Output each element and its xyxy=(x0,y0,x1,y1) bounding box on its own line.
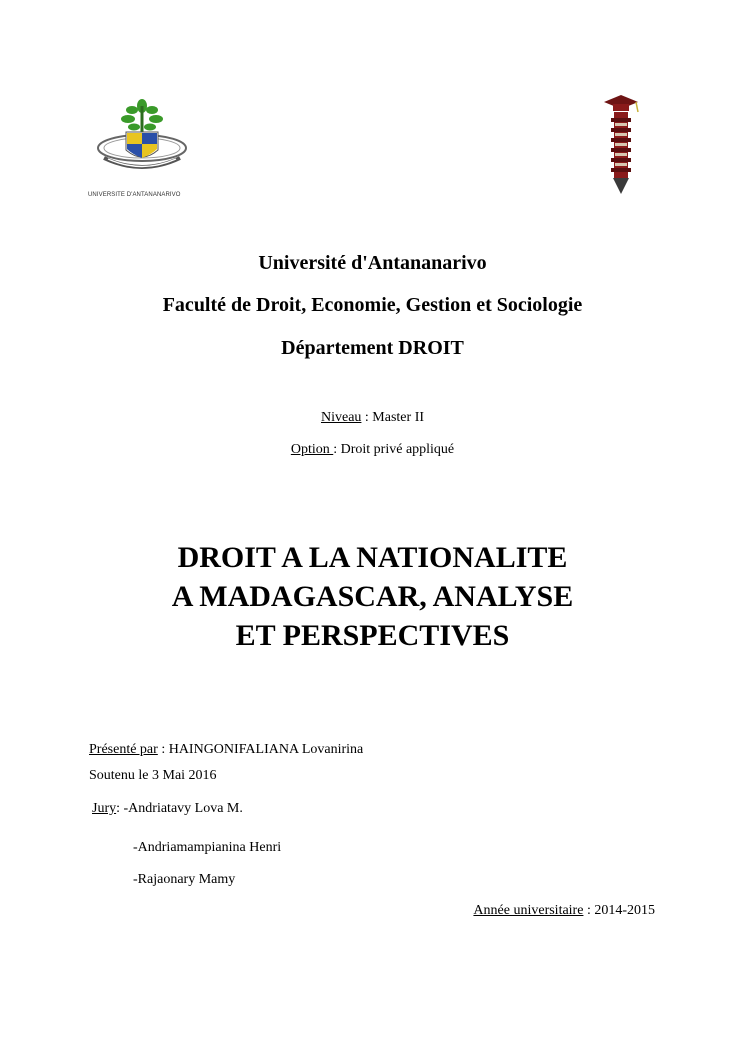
program-level-label: Niveau xyxy=(320,410,362,425)
university-name: Université d'Antananarivo xyxy=(258,252,487,274)
program-option xyxy=(0,442,745,458)
program-option-label: Option xyxy=(290,442,334,457)
faculty-logo xyxy=(596,92,646,196)
jury xyxy=(92,801,243,817)
faculty-name: Faculté de Droit, Economie, Gestion et Sociologie xyxy=(162,294,583,316)
university-logo-caption: UNIVERSITE D'ANTANANARIVO xyxy=(88,192,181,198)
jury-label: Jury xyxy=(92,801,117,816)
defense-date: Soutenu le 3 Mai 2016 xyxy=(89,768,217,783)
presented-by xyxy=(89,742,363,758)
university-logo xyxy=(88,92,196,204)
academic-year-label: Année universitaire xyxy=(473,903,584,918)
jury-member-1: : -Andriatavy Lova M. xyxy=(116,801,243,816)
thesis-title-line-2: A MADAGASCAR, ANALYSE xyxy=(171,580,574,613)
thesis-title-line-3: ET PERSPECTIVES xyxy=(235,619,510,652)
university-emblem-icon xyxy=(88,92,196,190)
program-level-value: : Master II xyxy=(361,410,425,425)
jury-member-3: -Rajaonary Mamy xyxy=(133,872,236,887)
program-level xyxy=(0,410,745,426)
presented-by-label: Présenté par xyxy=(89,742,158,757)
department-name: Département DROIT xyxy=(281,337,464,359)
jury-member-2: -Andriamampianina Henri xyxy=(133,840,282,855)
presented-by-value: : HAINGONIFALIANA Lovanirina xyxy=(157,742,364,757)
thesis-title xyxy=(0,538,745,655)
academic-year-value: : 2014-2015 xyxy=(583,903,655,918)
thesis-title-line-1: DROIT A LA NATIONALITE xyxy=(177,541,568,574)
faculty-emblem-icon xyxy=(596,92,646,196)
academic-year xyxy=(473,903,655,919)
program-option-value: : Droit privé appliqué xyxy=(333,442,455,457)
